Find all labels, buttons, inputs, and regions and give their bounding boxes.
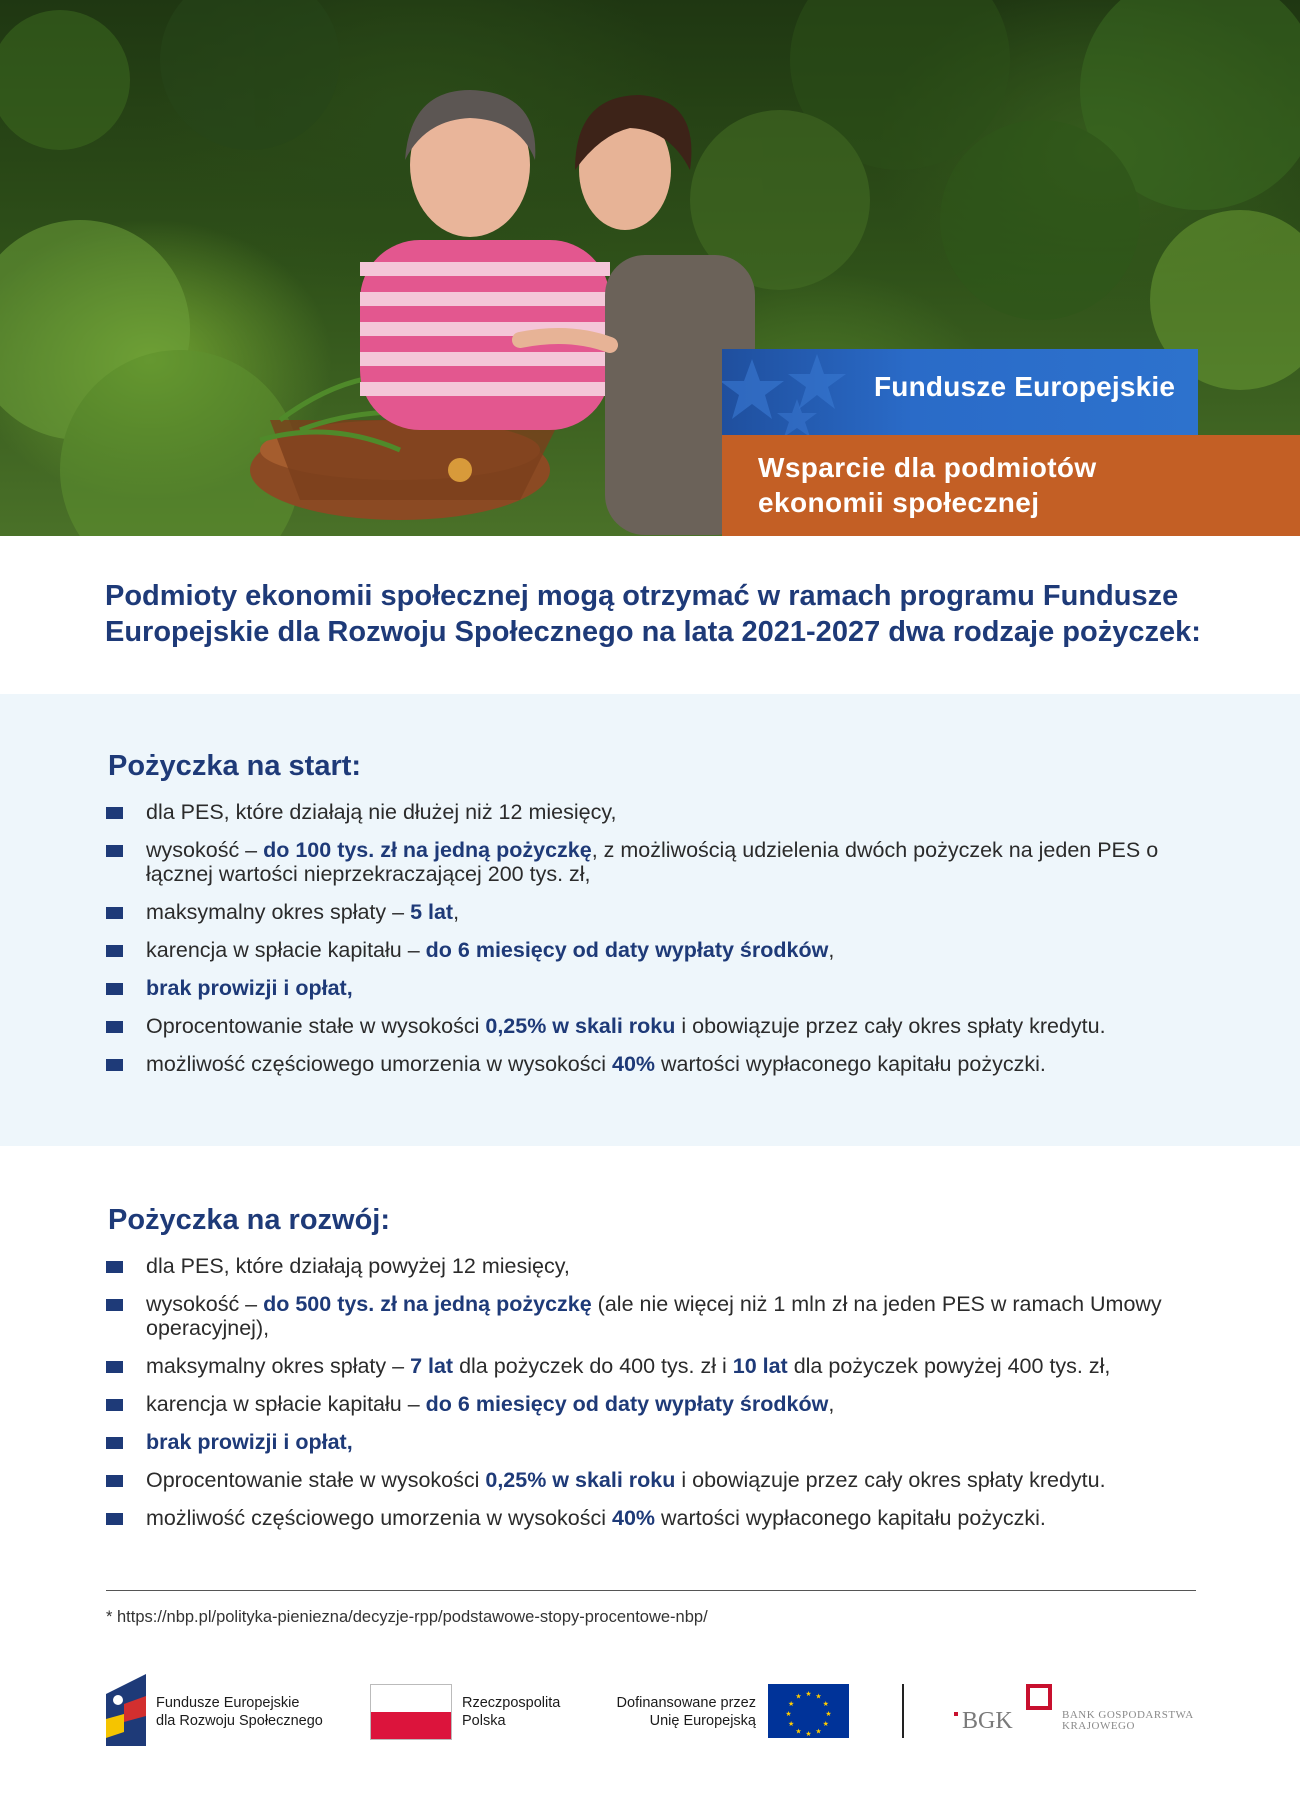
item-highlight: do 500 tys. zł na jedną pożyczkę [263,1292,592,1316]
item-text: , [828,938,835,962]
footnote-link[interactable]: * https://nbp.pl/polityka-pieniezna/decyzje-rpp/podstawowe-stopy-procentowe-nbp/ [106,1608,708,1626]
stars-pattern-icon [722,349,862,435]
item-text: możliwość częściowego umorzenia w wysokości [146,1052,612,1076]
item-text: , [828,1392,835,1416]
fe-logo-text [156,1694,323,1730]
growth-loan-heading: Pożyczka na rozwój: [108,1204,391,1236]
item-text: Oprocentowanie stałe w wysokości [146,1468,486,1492]
list-item [106,976,1216,1000]
rp-logo-text [462,1694,560,1730]
list-item [106,1014,1216,1038]
intro-text [105,578,1225,650]
item-text: karencja w spłacie kapitału – [146,1392,426,1416]
item-highlight: do 100 tys. zł na jedną pożyczkę [263,838,592,862]
item-text: wartości wypłaconego kapitału pożyczki. [655,1052,1046,1076]
list-item [106,1254,1216,1278]
bgk-short-name: BGK [962,1708,1013,1734]
banner-title: Fundusze Europejskie [874,371,1176,402]
bullet-icon [106,1475,123,1487]
banner-subtitle-line2: ekonomii społecznej [758,487,1040,518]
svg-text:★: ★ [815,1727,822,1736]
fundusze-europejskie-logo-icon [106,1674,146,1746]
hero-photo [0,0,1300,536]
bgk-logo-icon [1026,1684,1052,1710]
item-highlight: 40% [612,1052,656,1076]
item-text: dla pożyczek powyżej 400 tys. zł, [787,1354,1111,1378]
bullet-icon [106,1021,123,1033]
growth-loan-section [0,1146,1300,1566]
eu-logo-line2: Unię Europejską [649,1713,756,1729]
item-text: dla pożyczek do 400 tys. zł i [453,1354,733,1378]
eu-flag-icon [768,1684,849,1738]
bullet-icon [106,1361,123,1373]
item-highlight: do 6 miesięcy od daty wypłaty środków [425,938,829,962]
list-item [106,938,1216,962]
svg-text:★: ★ [815,1692,822,1701]
rp-logo-line2: Polska [462,1713,506,1729]
bullet-icon [106,845,123,857]
svg-text:★: ★ [788,1720,795,1728]
item-highlight: 40% [612,1506,656,1530]
list-item [106,1430,1216,1454]
svg-text:★: ★ [795,1692,802,1701]
bgk-full-name-line1: BANK GOSPODARSTWA [1062,1709,1194,1721]
bgk-full-name [1062,1710,1194,1732]
svg-text:★: ★ [785,1710,792,1718]
bullet-icon [106,1399,123,1411]
item-text: (ale nie więcej niż 1 mln zł na jeden PES w ramach Umowy operacyjnej), [146,1292,1162,1340]
svg-text:★: ★ [805,1690,812,1698]
list-item [106,1506,1216,1530]
intro-line1: Podmioty ekonomii społecznej mogą otrzymać w ramach programu Fundusze [105,580,1179,612]
list-item [106,838,1216,886]
item-text: wysokość – [146,1292,264,1316]
support-banner [722,435,1300,536]
item-highlight: 0,25% w skali roku [485,1468,676,1492]
item-highlight: brak prowizji i opłat, [146,976,353,1000]
bullet-icon [106,1261,123,1273]
list-item [106,1468,1216,1492]
list-item [106,1354,1216,1378]
item-text: i obowiązuje przez cały okres spłaty kredytu. [675,1014,1106,1038]
logo-separator [902,1684,904,1738]
banner-subtitle-line1: Wsparcie dla podmiotów [758,452,1097,483]
item-highlight: 0,25% w skali roku [485,1014,676,1038]
item-highlight: brak prowizji i opłat, [146,1430,353,1454]
svg-text:★: ★ [788,1700,795,1708]
eu-logo-line1: Dofinansowane przez [616,1695,756,1711]
svg-text:★: ★ [825,1710,832,1718]
item-highlight: do 6 miesięcy od daty wypłaty środków [425,1392,829,1416]
fe-logo-line2: dla Rozwoju Społecznego [156,1713,323,1729]
list-item [106,1292,1216,1340]
item-text: dla PES, które działają nie dłużej niż 12 miesięcy, [146,800,617,824]
intro-line2: Europejskie dla Rozwoju Społecznego na lata 2021-2027 dwa rodzaje pożyczek: [105,616,1201,648]
item-highlight: 5 lat [410,900,454,924]
item-text: maksymalny okres spłaty – [146,1354,411,1378]
fe-logo-line1: Fundusze Europejskie [156,1695,300,1711]
start-loan-heading: Pożyczka na start: [108,750,362,782]
svg-text:★: ★ [822,1700,829,1708]
eu-funds-banner [722,349,1198,435]
item-text: maksymalny okres spłaty – [146,900,411,924]
bgk-full-name-line2: KRAJOWEGO [1062,1720,1135,1732]
item-text: Oprocentowanie stałe w wysokości [146,1014,486,1038]
list-item [106,1392,1216,1416]
item-text: , [453,900,460,924]
bullet-icon [106,945,123,957]
list-item [106,900,1216,924]
bgk-dot-icon [954,1712,958,1716]
svg-text:★: ★ [795,1727,802,1736]
eu-logo-text [596,1694,756,1730]
item-text: karencja w spłacie kapitału – [146,938,426,962]
divider [106,1590,1196,1591]
item-text: i obowiązuje przez cały okres spłaty kredytu. [675,1468,1106,1492]
start-loan-section [0,694,1300,1146]
bullet-icon [106,807,123,819]
rp-logo-line1: Rzeczpospolita [462,1695,561,1711]
item-text: , z możliwością udzielenia dwóch pożyczek na jeden PES o łącznej wartości nieprzekraczającej 200 tys. zł, [146,838,1159,886]
svg-text:★: ★ [805,1730,812,1738]
bullet-icon [106,1059,123,1071]
item-text: dla PES, które działają powyżej 12 miesięcy, [146,1254,570,1278]
bullet-icon [106,907,123,919]
banner-subtitle [758,450,1097,520]
polish-flag-icon [370,1684,452,1740]
list-item [106,800,1216,824]
logo-strip [0,1660,1300,1780]
item-text: wysokość – [146,838,264,862]
bullet-icon [106,1299,123,1311]
bullet-icon [106,1513,123,1525]
growth-loan-list [106,1254,1216,1544]
bullet-icon [106,1437,123,1449]
svg-text:★: ★ [822,1720,829,1728]
list-item [106,1052,1216,1076]
item-text: wartości wypłaconego kapitału pożyczki. [655,1506,1046,1530]
start-loan-list [106,800,1216,1090]
bullet-icon [106,983,123,995]
item-text: możliwość częściowego umorzenia w wysokości [146,1506,612,1530]
item-highlight: 10 lat [732,1354,788,1378]
item-highlight: 7 lat [410,1354,454,1378]
